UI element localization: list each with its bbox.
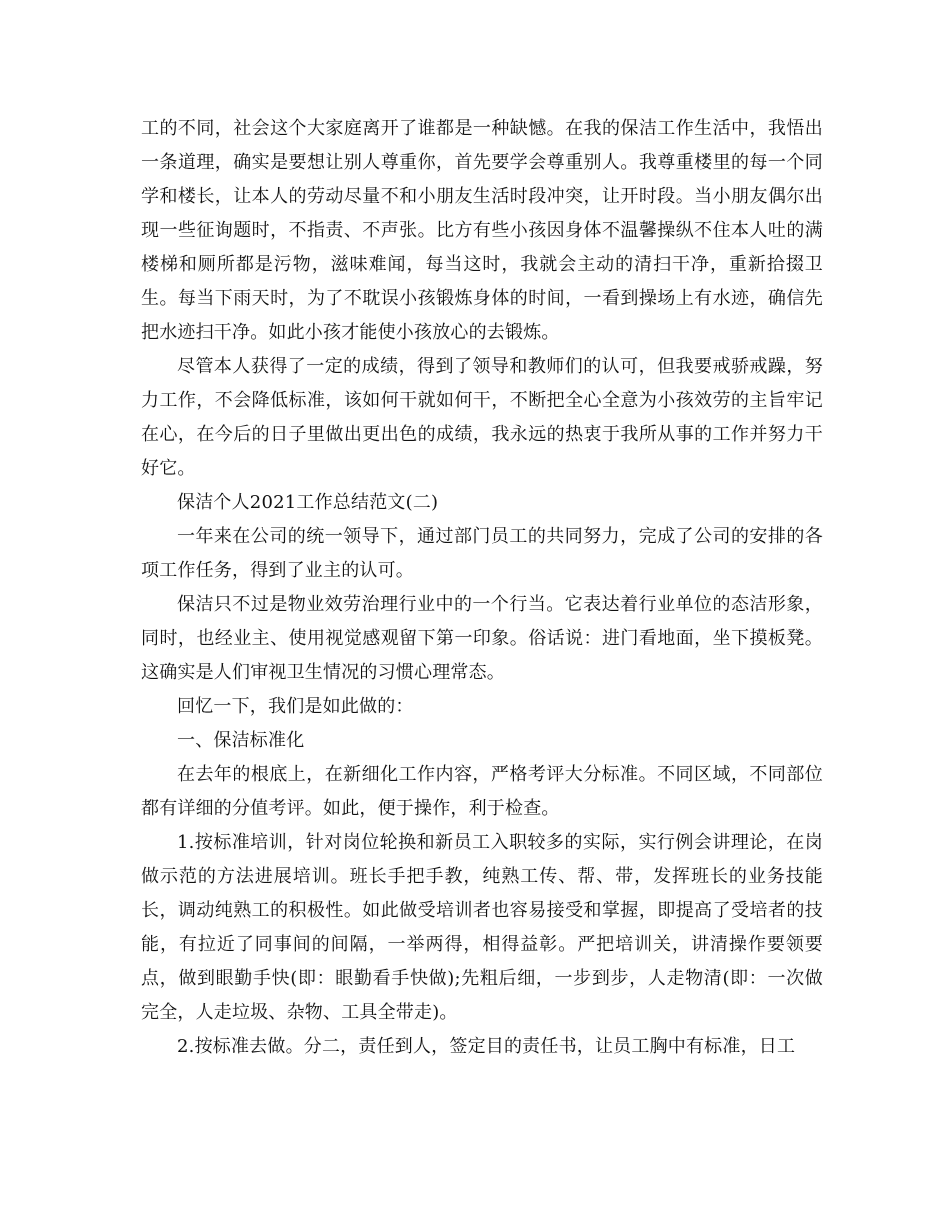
paragraph-4: 一年来在公司的统一领导下，通过部门员工的共同努力，完成了公司的安排的各项工作任务，得到了业主的认可。 (141, 526, 823, 581)
list-item-2: 2.按标准去做。分二，责任到人，签定目的责任书，让员工胸中有标准，日工 (177, 1036, 796, 1057)
paragraph-6: 回忆一下，我们是如此做的： (177, 696, 414, 717)
paragraph-8: 在去年的根底上，在新细化工作内容，严格考评大分标准。不同区域，不同部位都有详细的分值考评。如此，便于操作，利于检查。 (141, 764, 823, 819)
paragraph-5: 保洁只不过是物业效劳治理行业中的一个行当。它表达着行业单位的态洁形象，同时，也经业主、使用视觉感观留下第一印象。俗话说：进门看地面，坐下摸板凳。这确实是人们审视卫生情况的习惯心理常态。 (141, 594, 823, 683)
heading-standardization: 一、保洁标准化 (177, 730, 305, 751)
paragraph-2: 尽管本人获得了一定的成绩，得到了领导和教师们的认可，但我要戒骄戒躁，努力工作，不会降低标准，该如何干就如何干，不断把全心全意为小孩效劳的主旨牢记在心，在今后的日子里做出更出色的成绩，我永远的热衷于我所从事的工作并努力干好它。 (141, 356, 823, 479)
list-item-1: 1.按标准培训，针对岗位轮换和新员工入职较多的实际，实行例会讲理论，在岗做示范的方法进展培训。班长手把手教，纯熟工传、帮、带，发挥班长的业务技能长，调动纯熟工的积极性。如此做受培训者也容易接受和掌握，即提高了受培者的技能，有拉近了同事间的间隔，一举两得，相得益彰。严把培训关，讲清操作要领要点，做到眼勤手快(即：眼勤看手快做);先粗后细，一步到步，人走物清(即：一次做完全，人走垃圾、杂物、工具全带走)。 (141, 832, 823, 1023)
document-body (141, 112, 823, 1064)
paragraph-1: 工的不同，社会这个大家庭离开了谁都是一种缺憾。在我的保洁工作生活中，我悟出一条道理，确实是要想让别人尊重你，首先要学会尊重别人。我尊重楼里的每一个同学和楼长，让本人的劳动尽量不和小朋友生活时段冲突，让开时段。当小朋友偶尔出现一些征询题时，不指责、不声张。比方有些小孩因身体不温馨操纵不住本人吐的满楼梯和厕所都是污物，滋味难闻，每当这时，我就会主动的清扫干净，重新拾掇卫生。每当下雨天时，为了不耽误小孩锻炼身体的时间，一看到操场上有水迹，确信先把水迹扫干净。如此小孩才能使小孩放心的去锻炼。 (141, 118, 823, 343)
section-title: 保洁个人2021工作总结范文(二) (177, 492, 439, 513)
